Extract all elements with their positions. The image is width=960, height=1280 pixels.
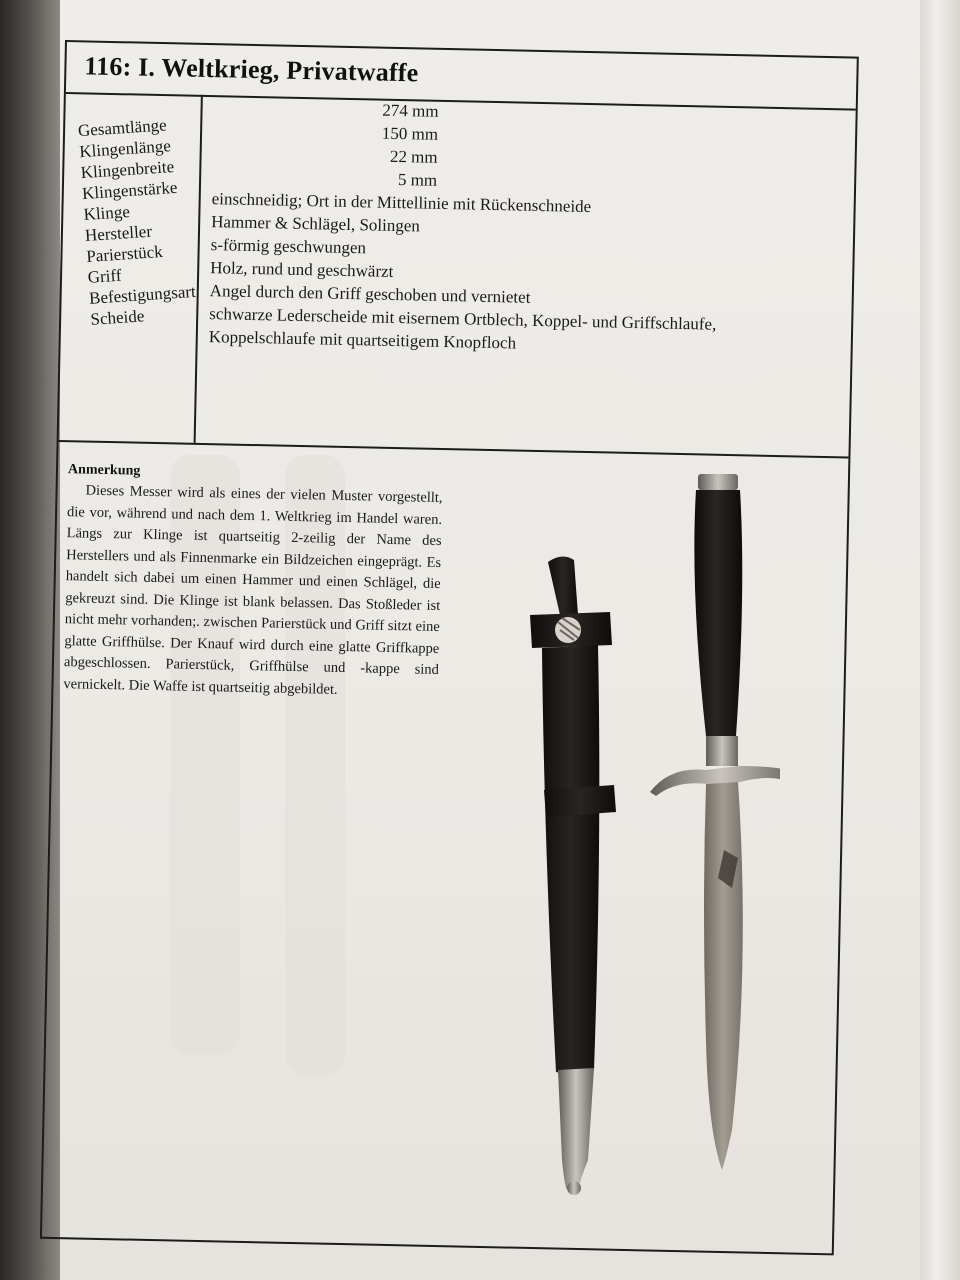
spec-value: s-förmig geschwungen (210, 235, 367, 258)
spec-value: Holz, rund und geschwärzt (210, 258, 394, 281)
spec-value: einschneidig; Ort in der Mittellinie mit Rückenschneide (211, 189, 592, 217)
scabbard-photo (530, 556, 616, 1195)
spec-table (59, 92, 856, 458)
spec-label: Klinge (82, 202, 131, 225)
spec-label: Befestigungsart (88, 281, 197, 308)
spec-value: 150 mm (381, 123, 439, 144)
page-edges (920, 0, 960, 1280)
knife-photo (470, 440, 780, 1200)
spec-value: 274 mm (382, 100, 439, 121)
spec-label: Hersteller (84, 221, 153, 246)
entry-title: 116: I. Weltkrieg, Privatwaffe (84, 51, 419, 88)
spec-label: Scheide (89, 306, 145, 329)
spec-label: Gesamtlänge (77, 115, 168, 141)
note-section (63, 462, 443, 703)
spec-label: Parierstück (85, 241, 164, 266)
spec-value: schwarze Lederscheide mit eisernem Ortblech, Koppel- und Griffschlaufe, (209, 304, 717, 334)
spec-value: 22 mm (389, 146, 438, 167)
spec-value: Angel durch den Griff geschoben und vernietet (209, 281, 531, 307)
spec-label: Klingenbreite (80, 156, 175, 183)
spec-label: Klingenlänge (78, 136, 172, 162)
note-text: Dieses Messer wird als eines der vielen Muster vorgestellt, die vor, während und nach dem 1. Weltkrieg im Handel waren. Längs zur Klinge ist quartseitig 2-zeilig der Name des Herstellers und als Finnenmarke ein Bildzeichen eingeprägt. Es handelt sich dabei um einen Hammer und einen Schlägel, die gekreuzt sind. Die Klinge ist blank belassen. Das Stoßleder ist nicht mehr vorhanden;. zwischen Parierstück und Griff sitzt eine glatte Griffhülse. Der Knauf wird durch eine glatte Griffkappe abgeschlossen. Parierstück, Griffhülse und -kappe sind vernickelt. Die Waffe ist quartseitig abgebildet. (63, 482, 443, 698)
spec-label: Klingenstärke (81, 177, 178, 204)
spec-value: Koppelschlaufe mit quartseitigem Knopfloch (208, 327, 517, 353)
spec-value: 5 mm (397, 170, 438, 190)
knife-image (650, 474, 780, 1170)
spec-label: Griff (87, 265, 123, 287)
spec-labels (77, 112, 213, 330)
note-heading: Anmerkung (67, 462, 141, 479)
spec-value: Hammer & Schlägel, Solingen (211, 212, 421, 236)
